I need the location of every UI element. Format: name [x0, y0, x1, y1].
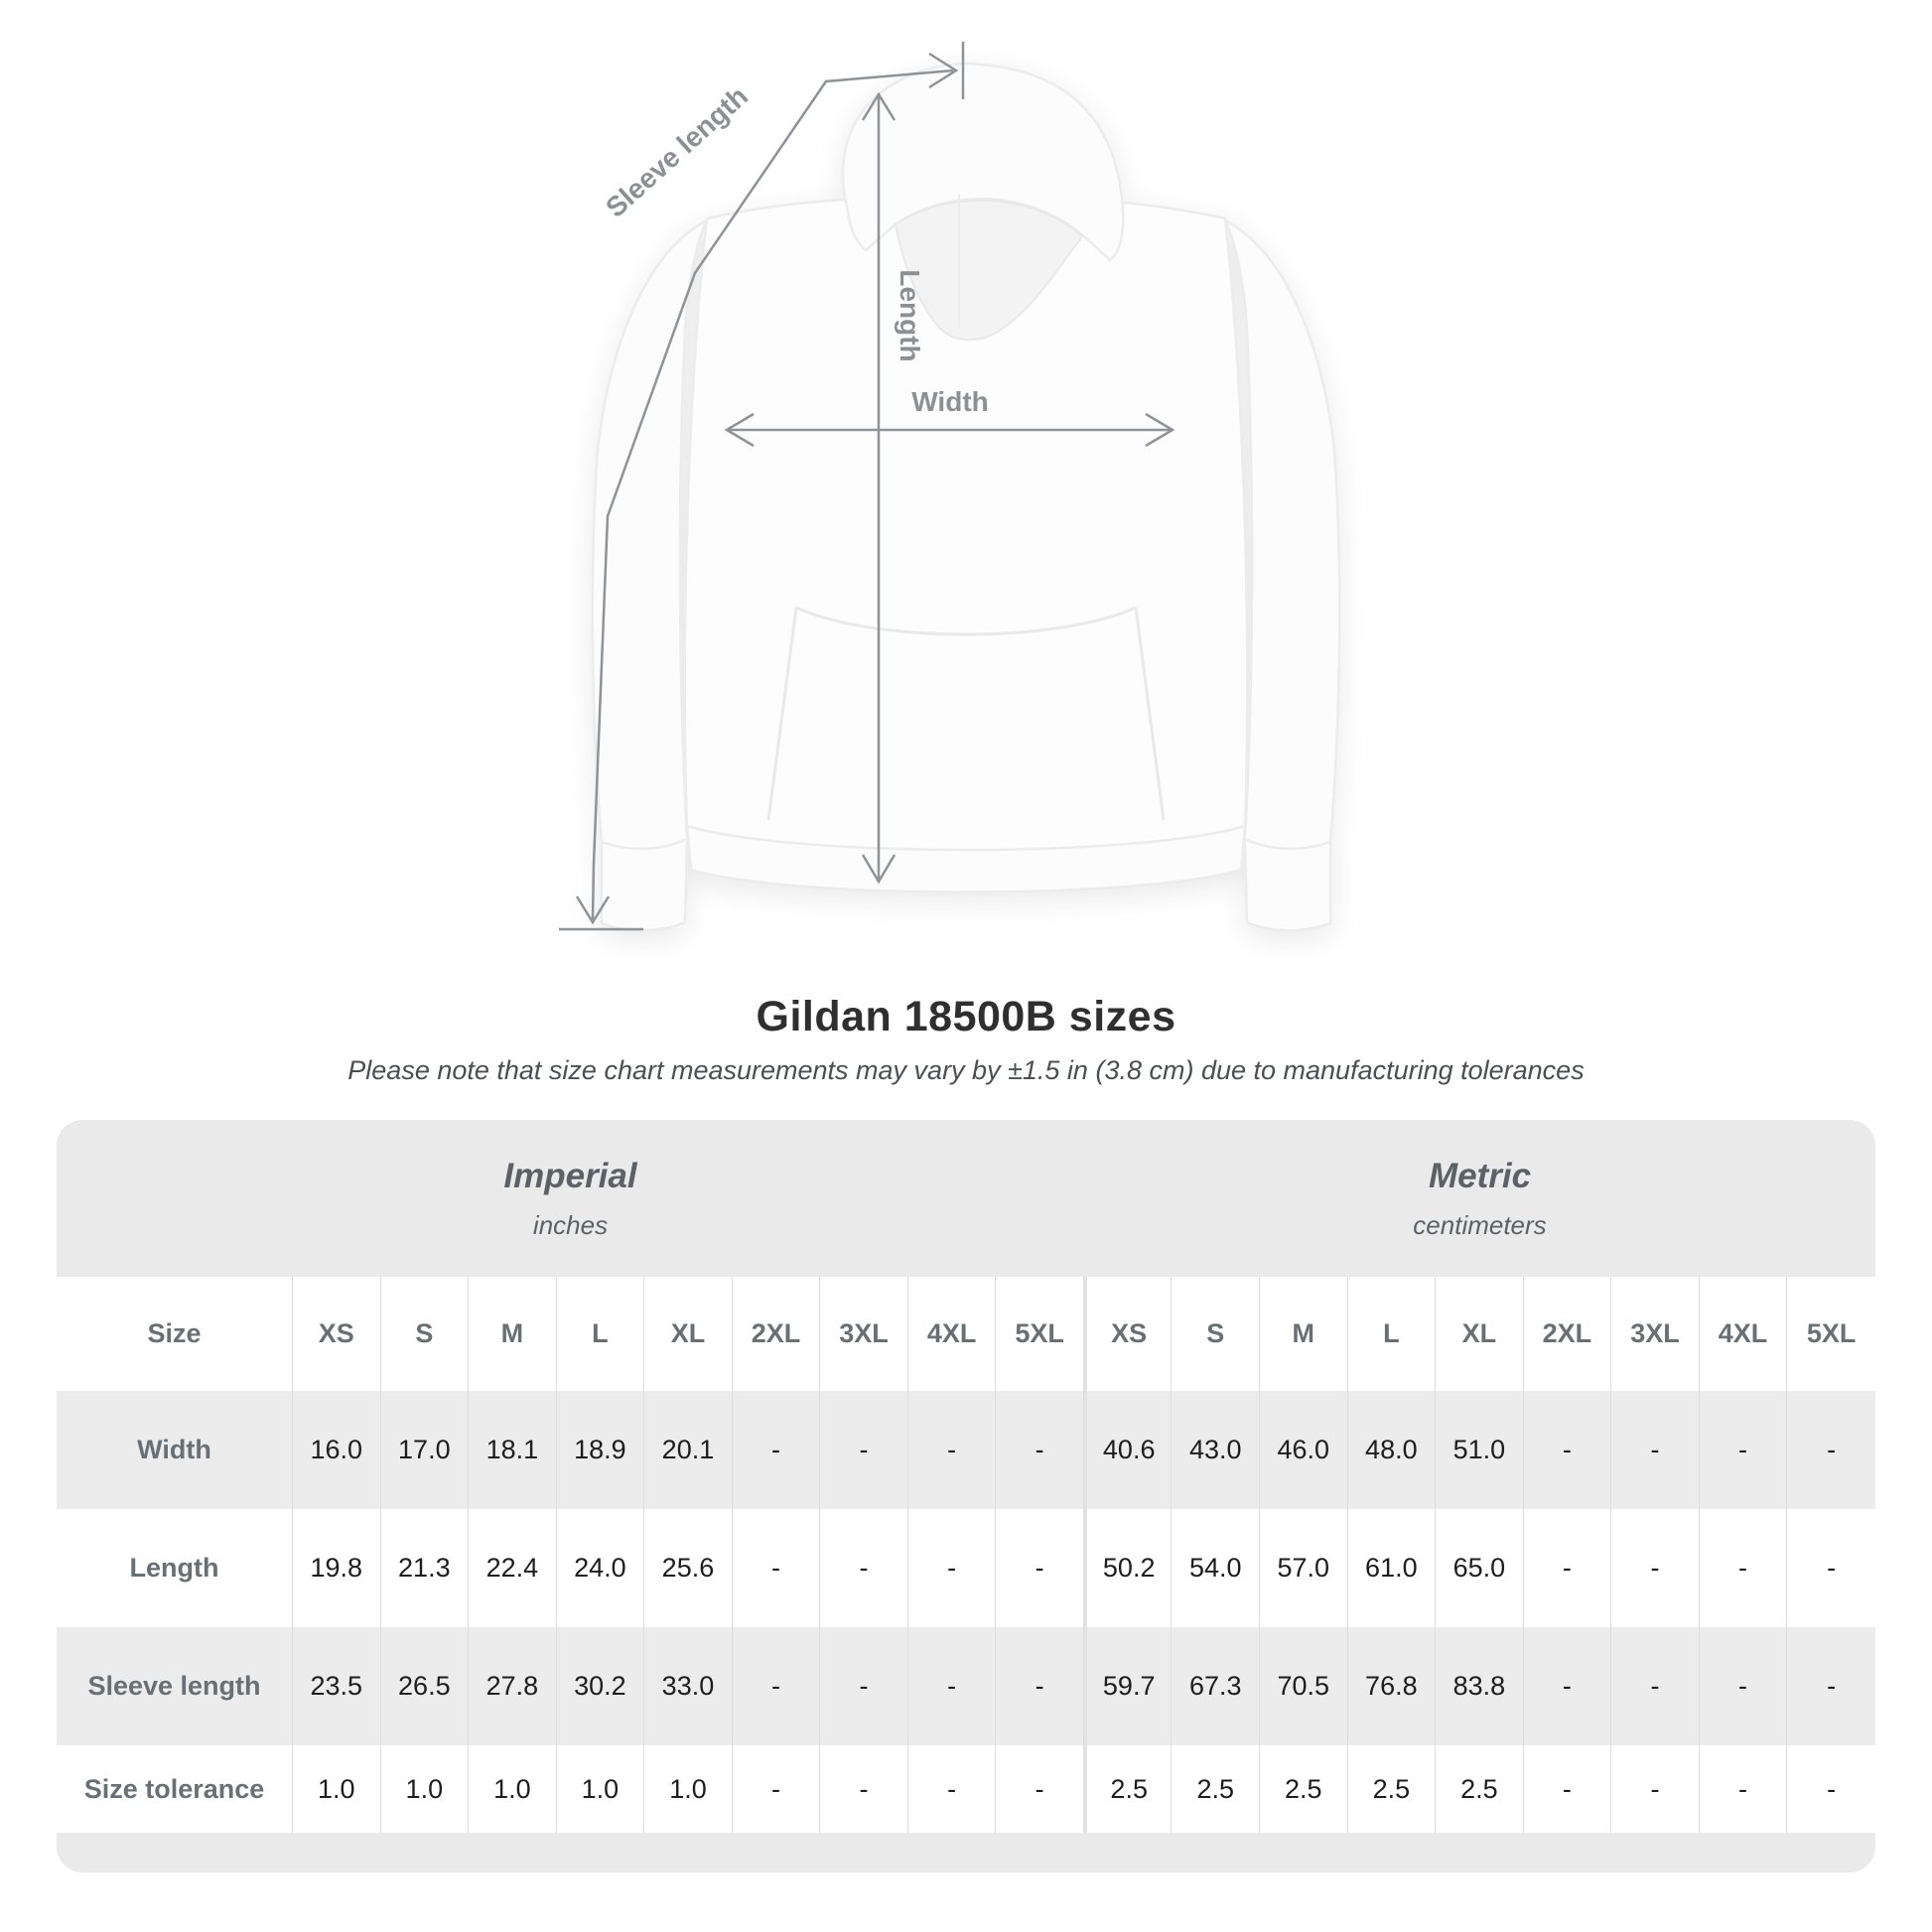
cell: 18.9: [557, 1391, 645, 1509]
cell: 83.8: [1436, 1627, 1524, 1745]
cell: 23.5: [293, 1627, 381, 1745]
width-label: Width: [911, 386, 989, 417]
row-label: Width: [57, 1391, 293, 1509]
size-col-header: 2XL: [733, 1277, 821, 1391]
cell: 27.8: [469, 1627, 557, 1745]
cell: 19.8: [293, 1509, 381, 1627]
cell: -: [1700, 1509, 1788, 1627]
cell: -: [1700, 1391, 1788, 1509]
cell: -: [1787, 1509, 1875, 1627]
cell: 18.1: [469, 1391, 557, 1509]
size-col-header: M: [1260, 1277, 1348, 1391]
cell: -: [1611, 1627, 1700, 1745]
size-col-header: XL: [1436, 1277, 1524, 1391]
cell: 17.0: [381, 1391, 470, 1509]
cell: 61.0: [1348, 1509, 1437, 1627]
cell: -: [1611, 1509, 1700, 1627]
cell: 54.0: [1172, 1509, 1260, 1627]
size-col-header: L: [1348, 1277, 1437, 1391]
size-table: [57, 1120, 1875, 1872]
cell: 26.5: [381, 1627, 470, 1745]
cell: 46.0: [1260, 1391, 1348, 1509]
row-label: Size tolerance: [57, 1745, 293, 1833]
size-col-header: 4XL: [908, 1277, 997, 1391]
imperial-unit: inches: [532, 1209, 609, 1240]
cell: -: [733, 1391, 821, 1509]
cell: -: [820, 1391, 908, 1509]
cell: 20.1: [644, 1391, 733, 1509]
cell: 2.5: [1084, 1745, 1173, 1833]
cell: -: [820, 1509, 908, 1627]
imperial-section-header: [57, 1120, 1084, 1277]
size-col-header: 3XL: [820, 1277, 908, 1391]
sleeve-length-label: Sleeve length: [600, 80, 755, 223]
cell: 57.0: [1260, 1509, 1348, 1627]
cell: 21.3: [381, 1509, 470, 1627]
cell: -: [1611, 1391, 1700, 1509]
table-row-size-tolerance: [57, 1745, 1875, 1833]
size-col-header: S: [1172, 1277, 1260, 1391]
size-col-header: M: [469, 1277, 557, 1391]
cell: 25.6: [644, 1509, 733, 1627]
table-row-sleeve-length: [57, 1627, 1875, 1745]
cell: 1.0: [381, 1745, 470, 1833]
cell: -: [1524, 1627, 1612, 1745]
cell: -: [733, 1509, 821, 1627]
cell: -: [1700, 1745, 1788, 1833]
cell: 40.6: [1084, 1391, 1173, 1509]
size-col-header: 5XL: [1787, 1277, 1875, 1391]
cell: -: [1787, 1391, 1875, 1509]
cell: 1.0: [469, 1745, 557, 1833]
size-col-header: 4XL: [1700, 1277, 1788, 1391]
cell: -: [820, 1745, 908, 1833]
cell: -: [908, 1745, 997, 1833]
cell: 76.8: [1348, 1627, 1437, 1745]
size-col-header: XS: [293, 1277, 381, 1391]
title-block: [0, 993, 1932, 1086]
cell: -: [820, 1627, 908, 1745]
cell: -: [996, 1391, 1084, 1509]
cell: -: [908, 1391, 997, 1509]
cell: 33.0: [644, 1627, 733, 1745]
cell: -: [996, 1627, 1084, 1745]
cell: 2.5: [1260, 1745, 1348, 1833]
cell: 1.0: [293, 1745, 381, 1833]
cell: 2.5: [1348, 1745, 1437, 1833]
cell: 48.0: [1348, 1391, 1437, 1509]
cell: -: [1524, 1745, 1612, 1833]
cell: 2.5: [1172, 1745, 1260, 1833]
imperial-title: Imperial: [503, 1156, 637, 1195]
cell: -: [1787, 1745, 1875, 1833]
cell: 50.2: [1084, 1509, 1173, 1627]
cell: 67.3: [1172, 1627, 1260, 1745]
size-col-header: XL: [644, 1277, 733, 1391]
cell: 16.0: [293, 1391, 381, 1509]
cell: -: [996, 1509, 1084, 1627]
cell: 2.5: [1436, 1745, 1524, 1833]
metric-section-header: [1084, 1120, 1875, 1277]
page-title: Gildan 18500B sizes: [756, 993, 1176, 1040]
table-row-length: [57, 1509, 1875, 1627]
cell: -: [996, 1745, 1084, 1833]
unit-header-band: [57, 1120, 1875, 1277]
tolerance-note: Please note that size chart measurements may vary by ±1.5 in (3.8 cm) due to manufacturing tolerances: [347, 1055, 1585, 1085]
cell: -: [1787, 1627, 1875, 1745]
size-header-row: [57, 1277, 1875, 1391]
size-col-header: 2XL: [1524, 1277, 1612, 1391]
cell: -: [1524, 1509, 1612, 1627]
cell: 30.2: [557, 1627, 645, 1745]
size-data-table: [57, 1277, 1875, 1833]
size-col-header: L: [557, 1277, 645, 1391]
metric-unit: centimeters: [1413, 1209, 1547, 1240]
cell: 1.0: [644, 1745, 733, 1833]
cell: -: [1700, 1627, 1788, 1745]
cell: -: [733, 1627, 821, 1745]
size-col-header: 3XL: [1611, 1277, 1700, 1391]
cell: 22.4: [469, 1509, 557, 1627]
row-label: Length: [57, 1509, 293, 1627]
size-col-header: XS: [1084, 1277, 1173, 1391]
table-row-width: [57, 1391, 1875, 1509]
size-header-label: Size: [57, 1277, 293, 1391]
size-col-header: S: [381, 1277, 470, 1391]
cell: -: [733, 1745, 821, 1833]
length-label: Length: [895, 269, 925, 362]
hoodie-image: [593, 64, 1339, 930]
cell: 24.0: [557, 1509, 645, 1627]
table-footer-band: [57, 1833, 1875, 1872]
cell: 1.0: [557, 1745, 645, 1833]
cell: 70.5: [1260, 1627, 1348, 1745]
size-col-header: 5XL: [996, 1277, 1084, 1391]
cell: 65.0: [1436, 1509, 1524, 1627]
cell: -: [908, 1627, 997, 1745]
metric-title: Metric: [1428, 1156, 1532, 1195]
row-label: Sleeve length: [57, 1627, 293, 1745]
cell: 59.7: [1084, 1627, 1173, 1745]
cell: -: [908, 1509, 997, 1627]
cell: 43.0: [1172, 1391, 1260, 1509]
cell: 51.0: [1436, 1391, 1524, 1509]
cell: -: [1611, 1745, 1700, 1833]
cell: -: [1524, 1391, 1612, 1509]
